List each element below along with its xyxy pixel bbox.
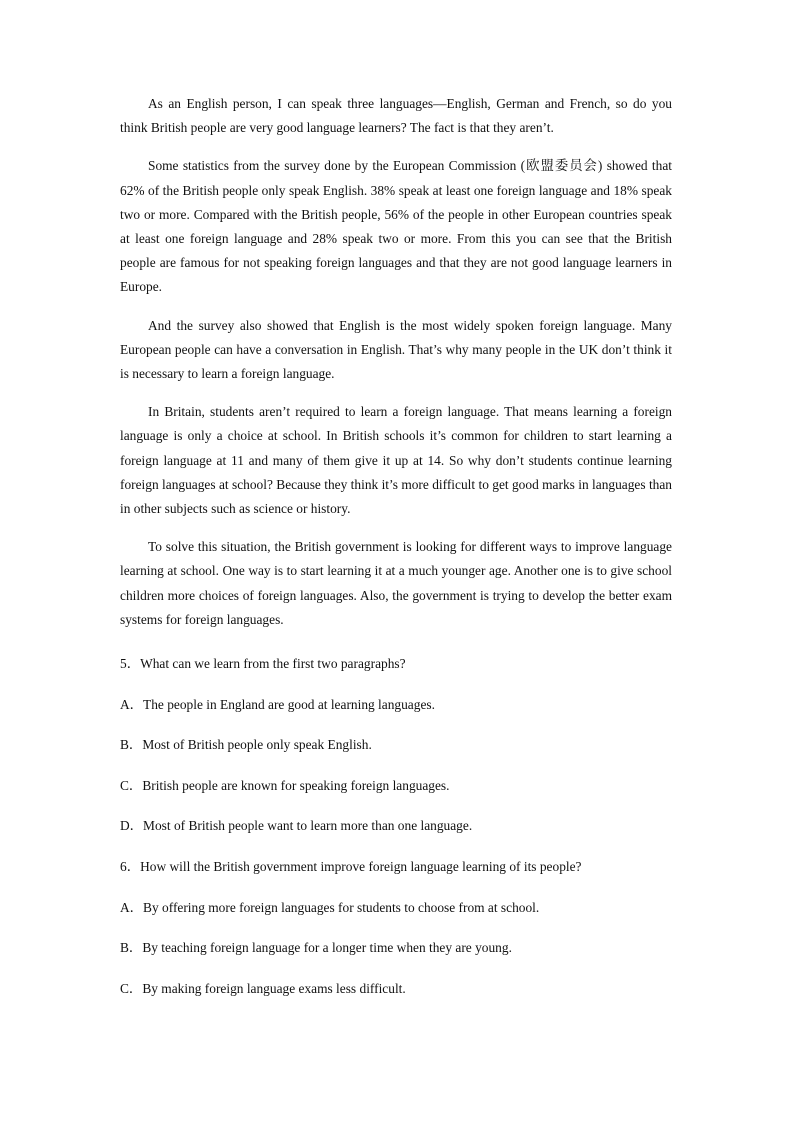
question-5-option-d[interactable]: D．Most of British people want to learn more than one language. — [120, 818, 473, 834]
question-5-option-b[interactable]: B．Most of British people only speak English. — [120, 737, 372, 753]
passage-paragraph-3: And the survey also showed that English is the most widely spoken foreign language. Many European people can have a conversation in English. That’s why many people in the UK don’t think it is necessary to learn a foreign language. — [120, 317, 672, 382]
document-page — [120, 92, 672, 1009]
question-list — [120, 644, 672, 1009]
question-6-stem: 6．How will the British government improve foreign language learning of its people? — [120, 859, 582, 875]
passage-paragraph-1: As an English person, I can speak three languages—English, German and French, so do you think British people are very good language learners? The fact is that they aren’t. — [120, 96, 672, 136]
question-5-option-a[interactable]: A．The people in England are good at learning languages. — [120, 696, 435, 712]
question-5-stem: 5．What can we learn from the first two paragraphs? — [120, 656, 406, 672]
passage-paragraph-2: Some statistics from the survey done by the European Commission (欧盟委员会) showed that 62% of the British people only speak English. 38% speak at least one foreign language and 18% speak two or more. Compared with the British people, 56% of the people in other European countries speak at least one foreign language and 28% speak two or more. From this you can see that the British people are famous for not speaking foreign languages and that they are not good language learners in Europe. — [120, 158, 672, 295]
question-5-option-c[interactable]: C．British people are known for speaking foreign languages. — [120, 777, 450, 793]
passage-paragraph-4: In Britain, students aren’t required to learn a foreign language. That means learning a foreign language is only a choice at school. In British schools it’s common for children to start learning a foreign language at 11 and many of them give it up at 14. So why don’t students continue learning foreign languages at school? Because they think it’s more difficult to get good marks in languages than in other subjects such as science or history. — [120, 404, 672, 517]
passage-paragraph-5: To solve this situation, the British government is looking for different ways to improve language learning at school. One way is to start learning it at a much younger age. Another one is to give school children more choices of foreign languages. Also, the government is trying to develop the better exam systems for foreign languages. — [120, 539, 672, 627]
question-6-option-a[interactable]: A．By offering more foreign languages for students to choose from at school. — [120, 899, 540, 915]
reading-passage — [120, 92, 672, 632]
question-6-option-c[interactable]: C．By making foreign language exams less difficult. — [120, 980, 406, 996]
question-6-option-b[interactable]: B．By teaching foreign language for a longer time when they are young. — [120, 940, 512, 956]
